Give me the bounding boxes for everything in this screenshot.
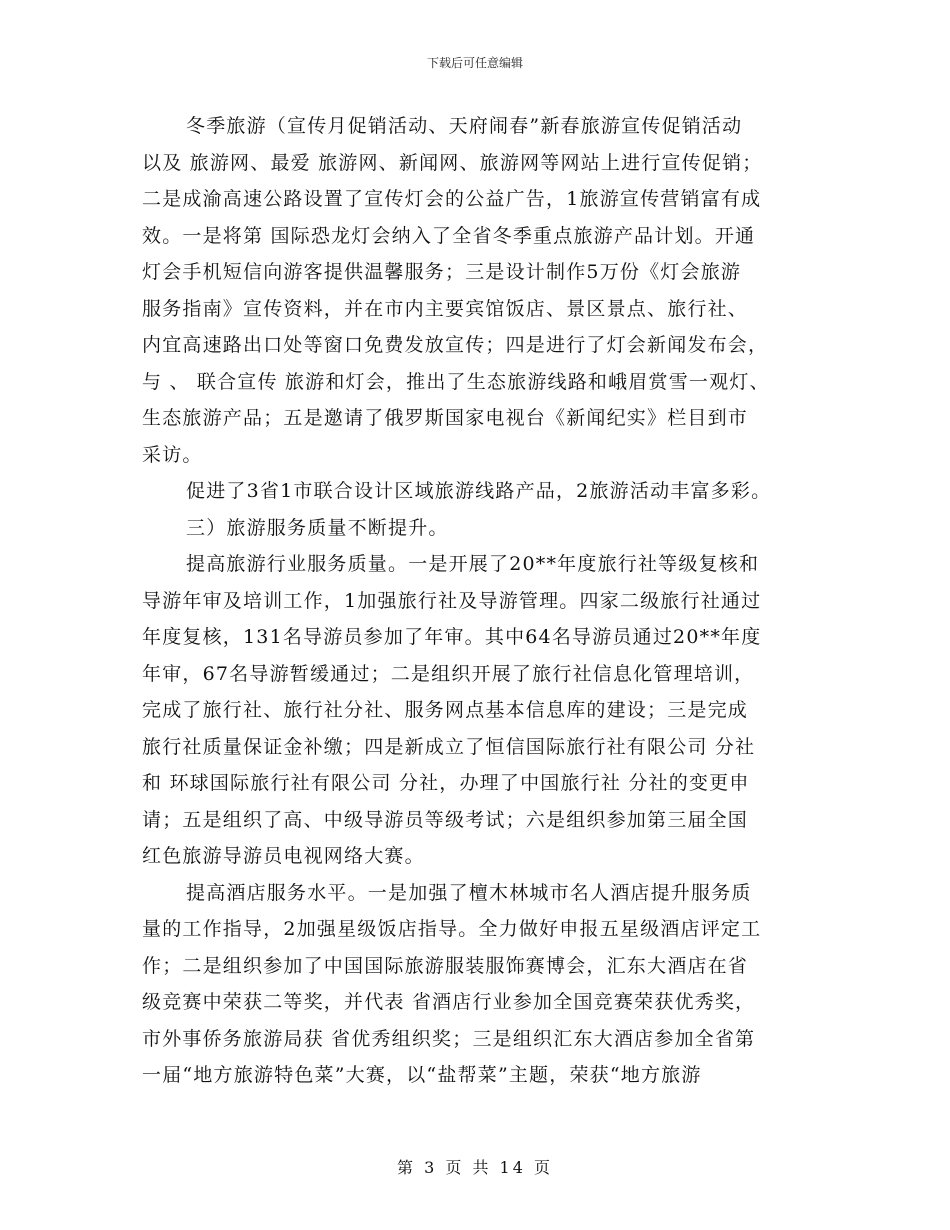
text-line: 级竞赛中荣获二等奖，并代表 省酒店行业参加全国竞赛荣获优秀奖， [142, 991, 756, 1013]
text-line: 作；二是组织参加了中国国际旅游服装服饰赛博会，汇东大酒店在省 [142, 954, 749, 977]
text-line: 提高旅游行业服务质量。一是开展了20**年度旅行社等级复核和 [186, 553, 760, 575]
text-line: 二是成渝高速公路设置了宣传灯会的公益广告，1旅游宣传营销富有成 [142, 188, 762, 210]
text-line: 量的工作指导，2加强星级饭店指导。全力做好申报五星级酒店评定工 [142, 918, 762, 940]
text-line: 旅行社质量保证金补缴；四是新成立了恒信国际旅行社有限公司 分社 [142, 735, 756, 758]
text-line: 与 、 联合宣传 旅游和灯会，推出了生态旅游线路和峨眉赏雪一观灯、 [142, 370, 770, 393]
text-line: 红色旅游导游员电视网络大赛。 [142, 845, 425, 867]
page-header: 下载后可任意编辑 [426, 56, 523, 70]
text-line: 提高酒店服务水平。一是加强了檀木林城市名人酒店提升服务质 [186, 881, 752, 904]
text-line: 和 环球国际旅行社有限公司 分社，办理了中国旅行社 分社的变更申 [142, 772, 750, 794]
text-line: 请；五是组织了高、中级导游员等级考试；六是组织参加第三届全国 [142, 808, 749, 831]
text-line: 导游年审及培训工作，1加强旅行社及导游管理。四家二级旅行社通过 [142, 589, 762, 612]
text-line: 年度复核，131名导游员参加了年审。其中64名导游员通过20**年度 [142, 626, 762, 648]
text-line: 内宜高速路出口处等窗口免费发放宣传；四是进行了灯会新闻发布会， [142, 334, 769, 356]
text-line: 一届“地方旅游特色菜”大赛，以“盐帮菜”主题，荣获“地方旅游 [142, 1064, 702, 1086]
text-line: 市外事侨务旅游局获 省优秀组织奖；三是组织汇东大酒店参加全省第 [142, 1027, 756, 1050]
page-footer: 第 3 页 共 14 页 [397, 1158, 553, 1177]
text-line: 生态旅游产品；五是邀请了俄罗斯国家电视台《新闻纪实》栏目到市 [142, 407, 749, 429]
text-line: 年审，67名导游暂缓通过；二是组织开展了旅行社信息化管理培训， [142, 662, 755, 685]
text-line: 效。一是将第 国际恐龙灯会纳入了全省冬季重点旅游产品计划。开通 [142, 224, 756, 247]
text-line: 服务指南》宣传资料，并在市内主要宾馆饭店、景区景点、旅行社、 [142, 297, 749, 320]
text-line: 冬季旅游（宣传月促销活动、天府闹春”新春旅游宣传促销活动 [186, 115, 743, 137]
text-line: 灯会手机短信向游客提供温馨服务；三是设计制作5万份《灯会旅游 [142, 261, 742, 283]
text-line: 以及 旅游网、最爱 旅游网、新闻网、旅游网等网站上进行宣传促销； [142, 151, 763, 174]
text-line: 完成了旅行社、旅行社分社、服务网点基本信息库的建设；三是完成 [142, 699, 749, 721]
document-body [142, 108, 822, 1094]
text-line: 采访。 [142, 443, 203, 466]
text-line: 促进了3省1市联合设计区域旅游线路产品，2旅游活动丰富多彩。 [186, 480, 772, 502]
section-heading: 三）旅游服务质量不断提升。 [186, 516, 449, 539]
